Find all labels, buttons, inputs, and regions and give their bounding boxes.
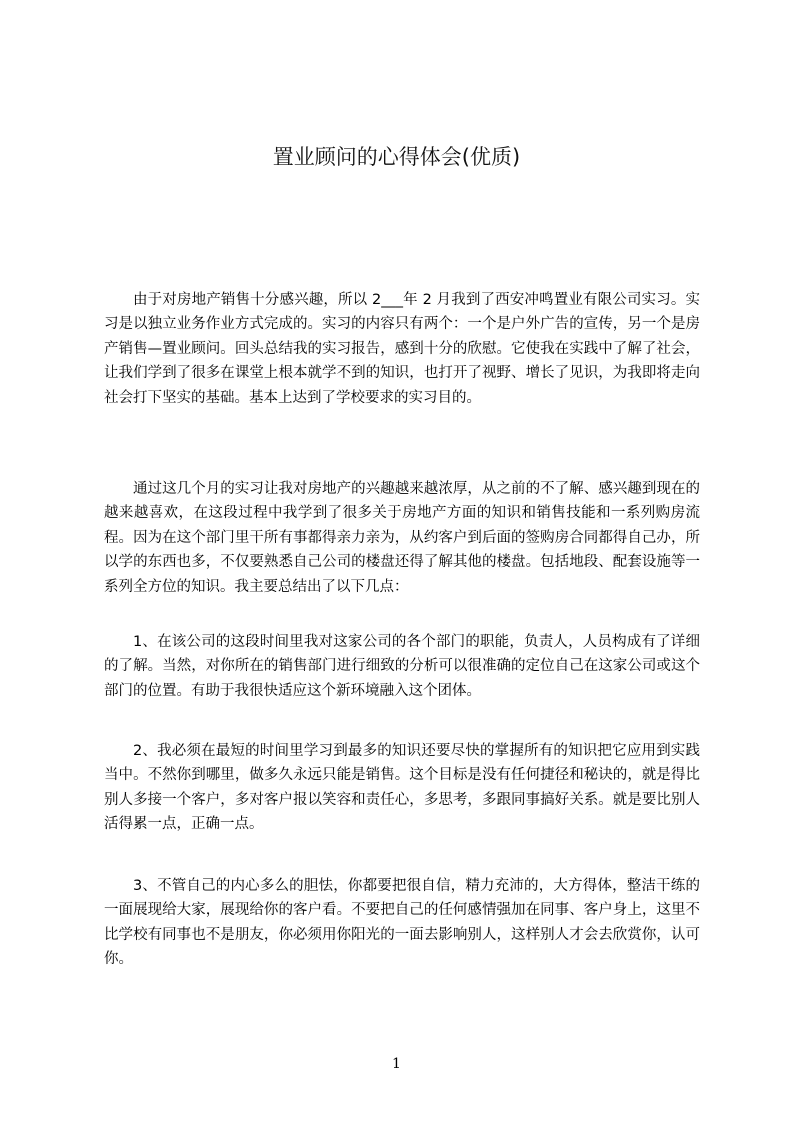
document-title: 置业顾问的心得体会(优质) — [272, 145, 521, 169]
paragraph-point-1: 1、在该公司的这段时间里我对这家公司的各个部门的职能，负责人，人员构成有了详细的了解。当然，对你所在的销售部门进行细致的分析可以很准确的定位自己在这家公司或这个部门的位置。有助于我很快适应这个新环境融入这个团体。 — [104, 634, 700, 699]
paragraph-point-3: 3、不管自己的内心多么的胆怯，你都要把很自信，精力充沛的，大方得体，整洁干练的一面展现给大家，展现给你的客户看。不要把自己的任何感情强加在同事、客户身上，这里不比学校有同事也不是朋友，你必须用你阳光的一面去影响别人，这样别人才会去欣赏你，认可你。 — [104, 878, 700, 968]
paragraph-intro: 由于对房地产销售十分感兴趣，所以 2___年 2 月我到了西安冲鸣置业有限公司实习。实习是以独立业务作业方式完成的。实习的内容只有两个：一个是户外广告的宣传，另一个是房产销售—置业顾问。回头总结我的实习报告，感到十分的欣慰。它使我在实践中了解了社会，让我们学到了很多在课堂上根本就学不到的知识，也打开了视野、增长了见识，为我即将走向社会打下坚实的基础。基本上达到了学校要求的实习目的。 — [104, 292, 700, 406]
paragraph-point-2: 2、我必须在最短的时间里学习到最多的知识还要尽快的掌握所有的知识把它应用到实践当中。不然你到哪里，做多久永远只能是销售。这个目标是没有任何捷径和秘诀的，就是得比别人多接一个客户，多对客户报以笑容和责任心，多思考，多跟同事搞好关系。就是要比别人活得累一点，正确一点。 — [104, 743, 700, 833]
paragraph-experience: 通过这几个月的实习让我对房地产的兴趣越来越浓厚，从之前的不了解、感兴趣到现在的越来越喜欢，在这段过程中我学到了很多关于房地产方面的知识和销售技能和一系列购房流程。因为在这个部门里干所有事都得亲力亲为，从约客户到后面的签购房合同都得自己办，所以学的东西也多，不仅要熟悉自己公司的楼盘还得了解其他的楼盘。包括地段、配套设施等一系列全方位的知识。我主要总结出了以下几点： — [104, 481, 700, 595]
page-number: 1 — [392, 1056, 401, 1072]
